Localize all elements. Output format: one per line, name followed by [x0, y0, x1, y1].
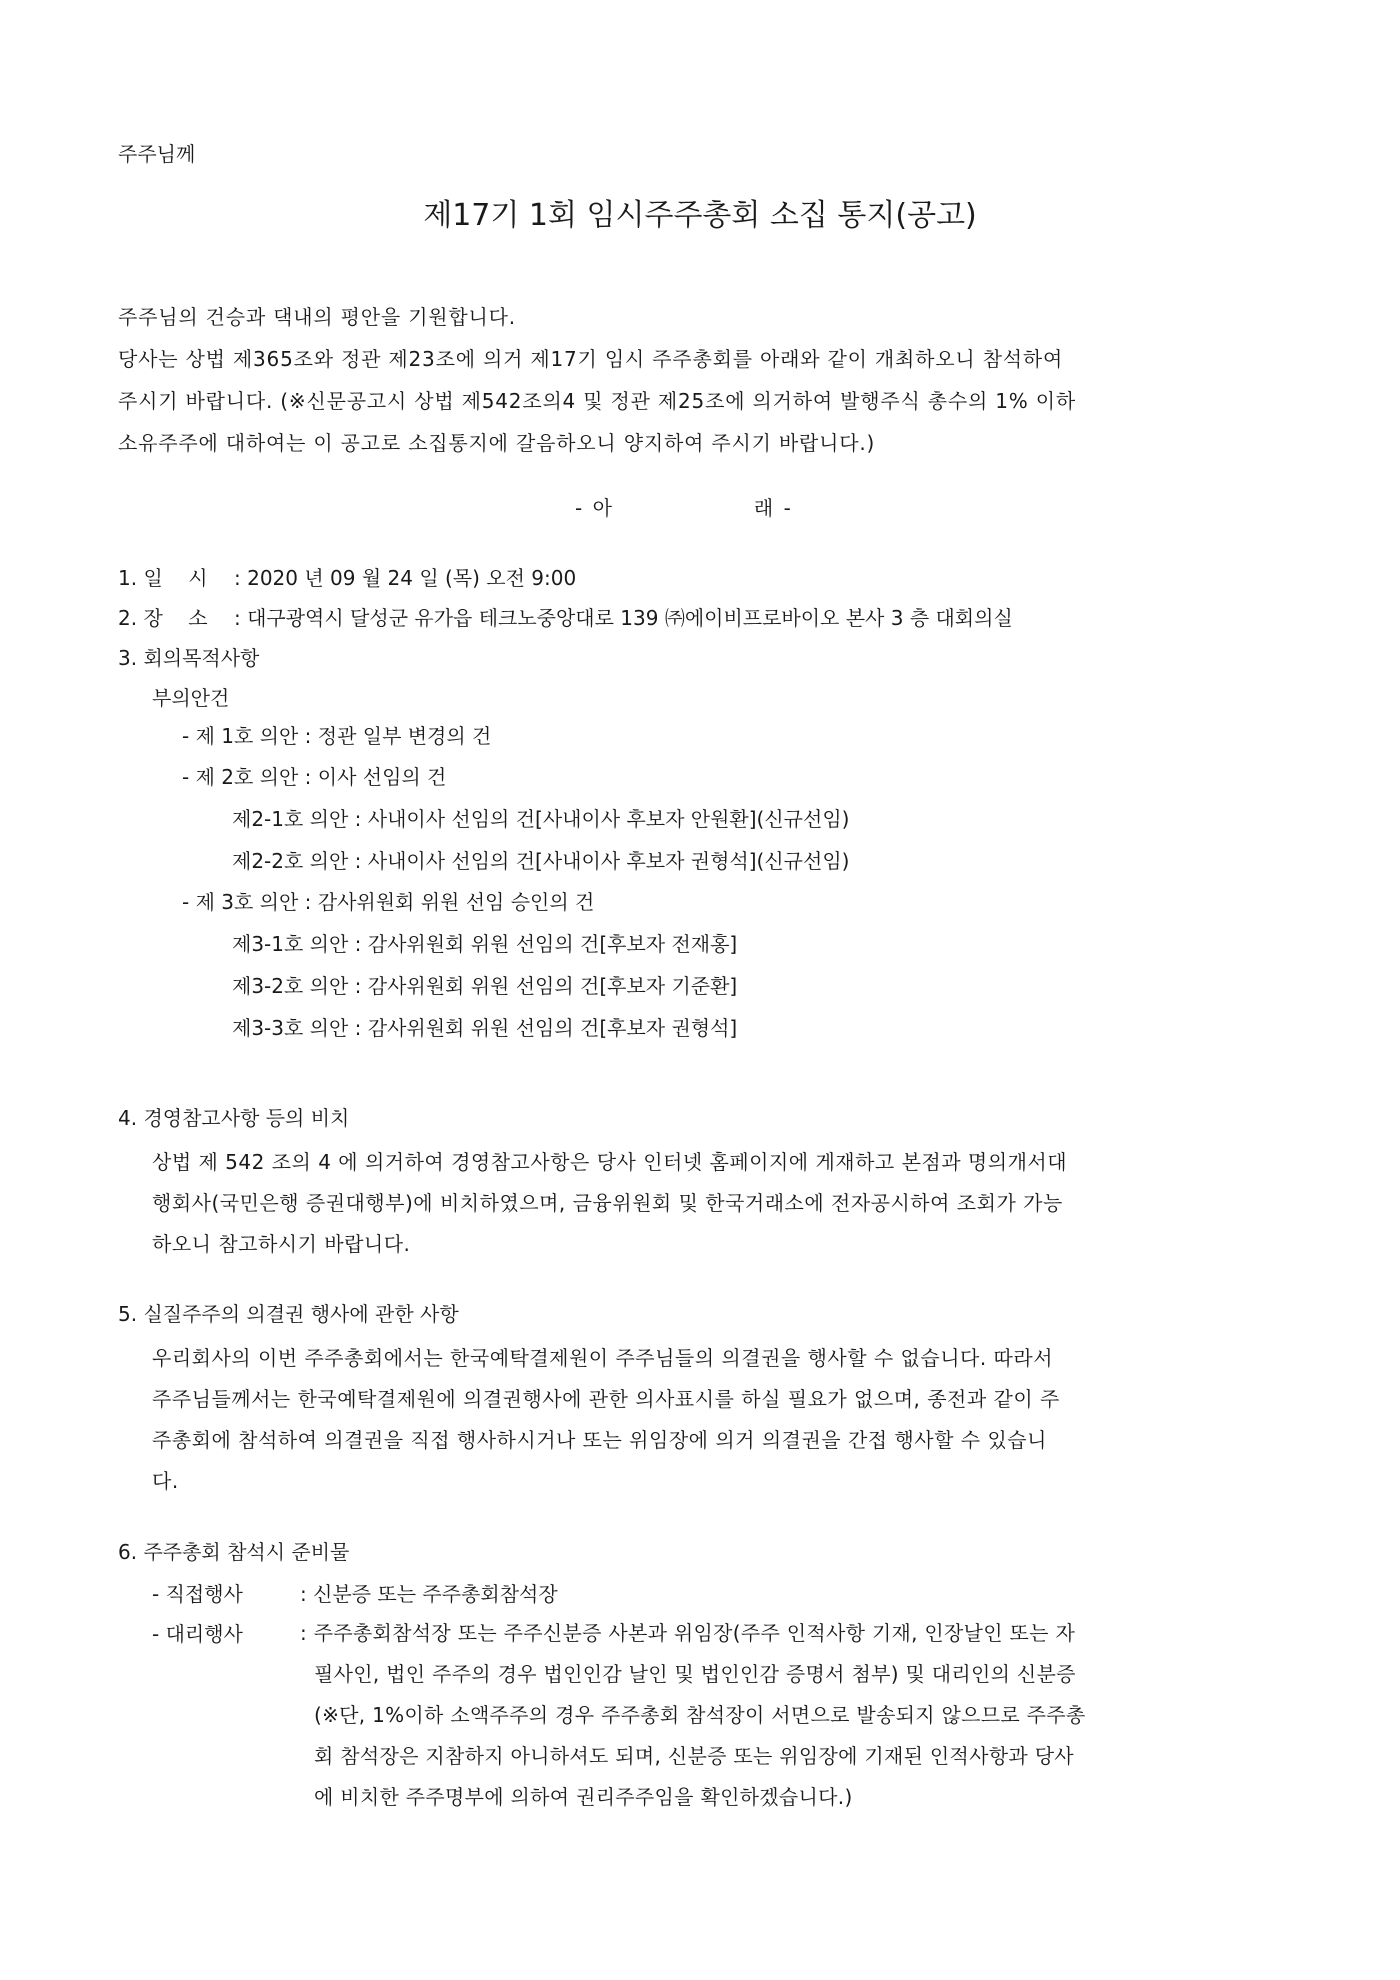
agenda-subitem: 제3-1호 의안 : 감사위원회 위원 선임의 건[후보자 전재홍]	[232, 932, 738, 956]
date-value: : 2020 년 09 월 24 일 (목) 오전 9:00	[234, 566, 577, 590]
proxy-line: (※단, 1%이하 소액주주의 경우 주주총회 참석장이 서면으로 발송되지 않으므로 주주총	[314, 1703, 1086, 1727]
intro-line: 당사는 상법 제365조와 정관 제23조에 의거 제17기 임시 주주총회를 아래와 같이 개최하오니 참석하여	[118, 347, 1064, 371]
section5-line: 주총회에 참석하여 의결권을 직접 행사하시거나 또는 위임장에 의거 의결권을 간접 행사할 수 있습니	[152, 1428, 1047, 1452]
agenda-subitem: 제2-2호 의안 : 사내이사 선임의 건[사내이사 후보자 권형석](신규선임)	[232, 849, 850, 873]
direct-exercise	[152, 1580, 558, 1608]
agenda-subitem: 제3-2호 의안 : 감사위원회 위원 선임의 건[후보자 기준환]	[232, 974, 738, 998]
intro-line: 주시기 바랍니다. (※신문공고시 상법 제542조의4 및 정관 제25조에 의거하여 발행주식 총수의 1% 이하	[118, 389, 1077, 413]
below-heading	[575, 494, 793, 522]
section5-heading: 5. 실질주주의 의결권 행사에 관한 사항	[118, 1302, 459, 1326]
agenda-item: - 제 3호 의안 : 감사위원회 위원 선임 승인의 건	[182, 890, 595, 914]
agenda-subitem: 제2-1호 의안 : 사내이사 선임의 건[사내이사 후보자 안원환](신규선임)	[232, 807, 850, 831]
place-value: : 대구광역시 달성군 유가읍 테크노중앙대로 139 ㈜에이비프로바이오 본사 3 층 대회의실	[234, 606, 1013, 630]
section5-line: 다.	[152, 1469, 179, 1493]
proxy-line: 에 비치한 주주명부에 의하여 권리주주임을 확인하겠습니다.)	[314, 1785, 853, 1809]
proxy-line: : 주주총회참석장 또는 주주신분증 사본과 위임장(주주 인적사항 기재, 인장날인 또는 자	[300, 1621, 1076, 1645]
agenda-subheading: 부의안건	[152, 686, 230, 710]
section5-body	[152, 1338, 1262, 1502]
intro-line: 주주님의 건승과 댁내의 평안을 기원합니다.	[118, 305, 516, 329]
section4-heading: 4. 경영참고사항 등의 비치	[118, 1106, 350, 1130]
place-item	[118, 604, 1013, 632]
date-label: 1. 일 시	[118, 566, 208, 590]
document-title: 제17기 1회 임시주주총회 소집 통지(공고)	[423, 198, 977, 233]
agenda-subitem: 제3-3호 의안 : 감사위원회 위원 선임의 건[후보자 권형석]	[232, 1016, 738, 1040]
below-heading-left: - 아	[575, 496, 614, 520]
intro-line: 소유주주에 대하여는 이 공고로 소집통지에 갈음하오니 양지하여 주시기 바랍니다.)	[118, 431, 876, 455]
date-item	[118, 564, 576, 592]
agenda-heading: 3. 회의목적사항	[118, 646, 260, 670]
agenda-item: - 제 2호 의안 : 이사 선임의 건	[182, 765, 447, 789]
proxy-exercise-label: - 대리행사	[152, 1622, 243, 1646]
below-heading-right: 래 -	[753, 496, 793, 520]
proxy-exercise-value	[300, 1613, 1262, 1818]
proxy-line: 필사인, 법인 주주의 경우 법인인감 날인 및 법인인감 증명서 첨부) 및 대리인의 신분증	[314, 1662, 1076, 1686]
proxy-line: 회 참석장은 지참하지 아니하셔도 되며, 신분증 또는 위임장에 기재된 인적사항과 당사	[314, 1744, 1074, 1768]
direct-exercise-label: - 직접행사	[152, 1582, 243, 1606]
section5-line: 우리회사의 이번 주주총회에서는 한국예탁결제원이 주주님들의 의결권을 행사할 수 없습니다. 따라서	[152, 1346, 1054, 1370]
agenda-item: - 제 1호 의안 : 정관 일부 변경의 건	[182, 724, 492, 748]
section5-line: 주주님들께서는 한국예탁결제원에 의결권행사에 관한 의사표시를 하실 필요가 없으며, 종전과 같이 주	[152, 1387, 1060, 1411]
section4-body	[152, 1142, 1262, 1265]
section4-line: 상법 제 542 조의 4 에 의거하여 경영참고사항은 당사 인터넷 홈페이지에 게재하고 본점과 명의개서대	[152, 1150, 1068, 1174]
salutation: 주주님께	[118, 142, 196, 166]
section4-line: 하오니 참고하시기 바랍니다.	[152, 1232, 411, 1256]
direct-exercise-value: : 신분증 또는 주주총회참석장	[300, 1582, 558, 1606]
section4-line: 행회사(국민은행 증권대행부)에 비치하였으며, 금융위원회 및 한국거래소에 전자공시하여 조회가 가능	[152, 1191, 1063, 1215]
section6-heading: 6. 주주총회 참석시 준비물	[118, 1540, 350, 1564]
place-label: 2. 장 소	[118, 606, 208, 630]
intro-paragraph	[118, 296, 1258, 464]
